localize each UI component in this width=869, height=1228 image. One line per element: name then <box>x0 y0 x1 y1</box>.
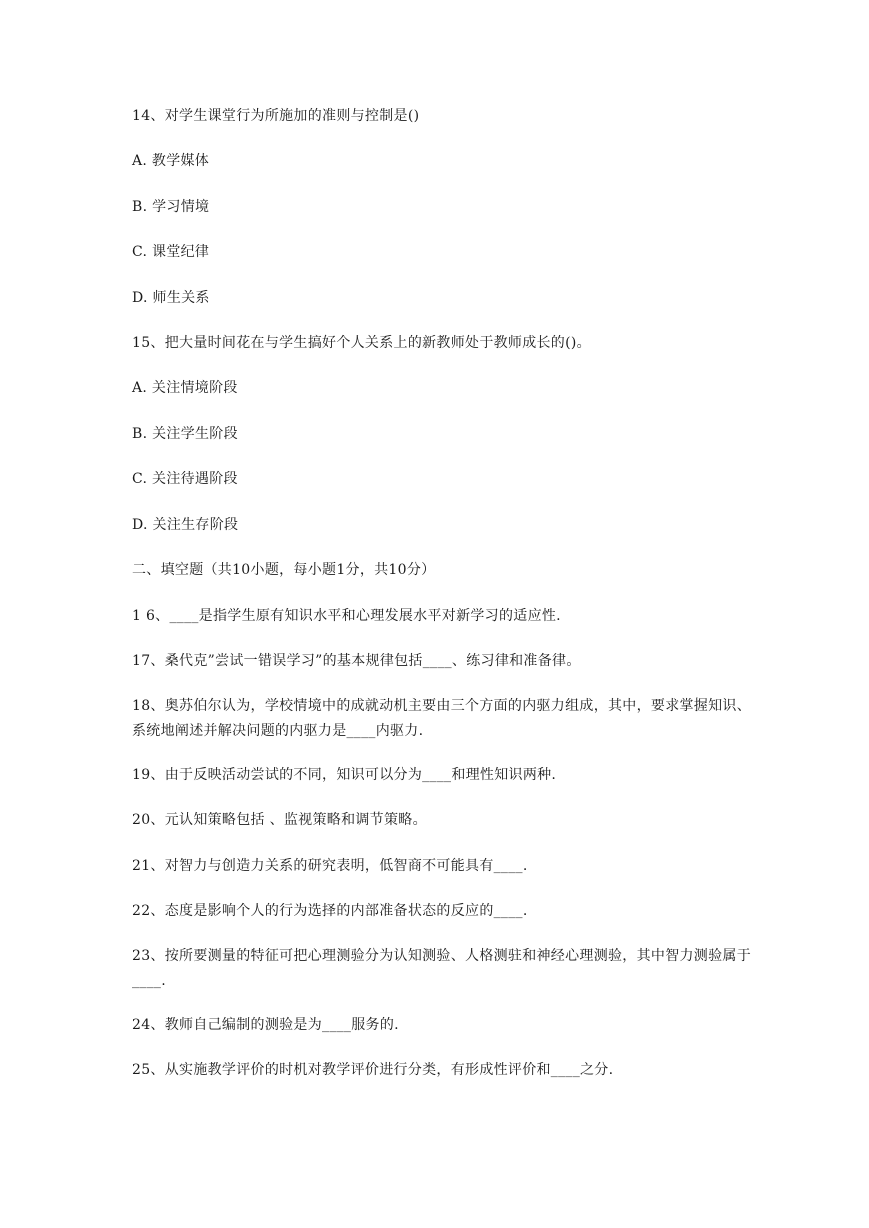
fill-question-23: 23、按所要测量的特征可把心理测验分为认知测验、人格测驻和神经心理测验，其中智力测验属于____. <box>132 948 752 989</box>
question-14: 14、对学生课堂行为所施加的准则与控制是() <box>132 108 420 124</box>
q14-option-a: A. 教学媒体 <box>132 153 210 169</box>
section-heading-fill-in: 二、填空题（共10小题，每小题1分，共10分） <box>132 562 436 578</box>
question-15: 15、把大量时间花在与学生搞好个人关系上的新教师处于教师成长的()。 <box>132 335 591 351</box>
q15-option-b: B. 关注学生阶段 <box>132 426 238 442</box>
fill-question-17: 17、桑代克”尝试一错误学习”的基本规律包括____、练习律和准备律。 <box>132 653 581 669</box>
fill-question-25: 25、从实施教学评价的时机对教学评价进行分类，有形成性评价和____之分. <box>132 1062 614 1078</box>
fill-question-22: 22、态度是影响个人的行为选择的内部准备状态的反应的____. <box>132 903 528 919</box>
fill-question-24: 24、教师自己编制的测验是为____服务的. <box>132 1017 399 1033</box>
q14-option-b: B. 学习情境 <box>132 199 210 215</box>
fill-question-16: 1 6、____是指学生原有知识水平和心理发展水平对新学习的适应性. <box>132 608 561 624</box>
q14-option-d: D. 师生关系 <box>132 290 210 306</box>
fill-question-20: 20、元认知策略包括 、监视策略和调节策略。 <box>132 812 427 828</box>
fill-question-21: 21、对智力与创造力关系的研究表明，低智商不可能具有____. <box>132 858 528 874</box>
q15-option-d: D. 关注生存阶段 <box>132 517 239 533</box>
q15-option-a: A. 关注情境阶段 <box>132 380 238 396</box>
q14-option-c: C. 课堂纪律 <box>132 244 210 260</box>
fill-question-18: 18、奥苏伯尔认为，学校情境中的成就动机主要由三个方面的内驱力组成，其中，要求掌握知识、系统地阐述并解决问题的内驱力是____内驱力. <box>132 698 752 739</box>
fill-question-19: 19、由于反映活动尝试的不同，知识可以分为____和理性知识两种. <box>132 767 557 783</box>
q15-option-c: C. 关注待遇阶段 <box>132 471 238 487</box>
